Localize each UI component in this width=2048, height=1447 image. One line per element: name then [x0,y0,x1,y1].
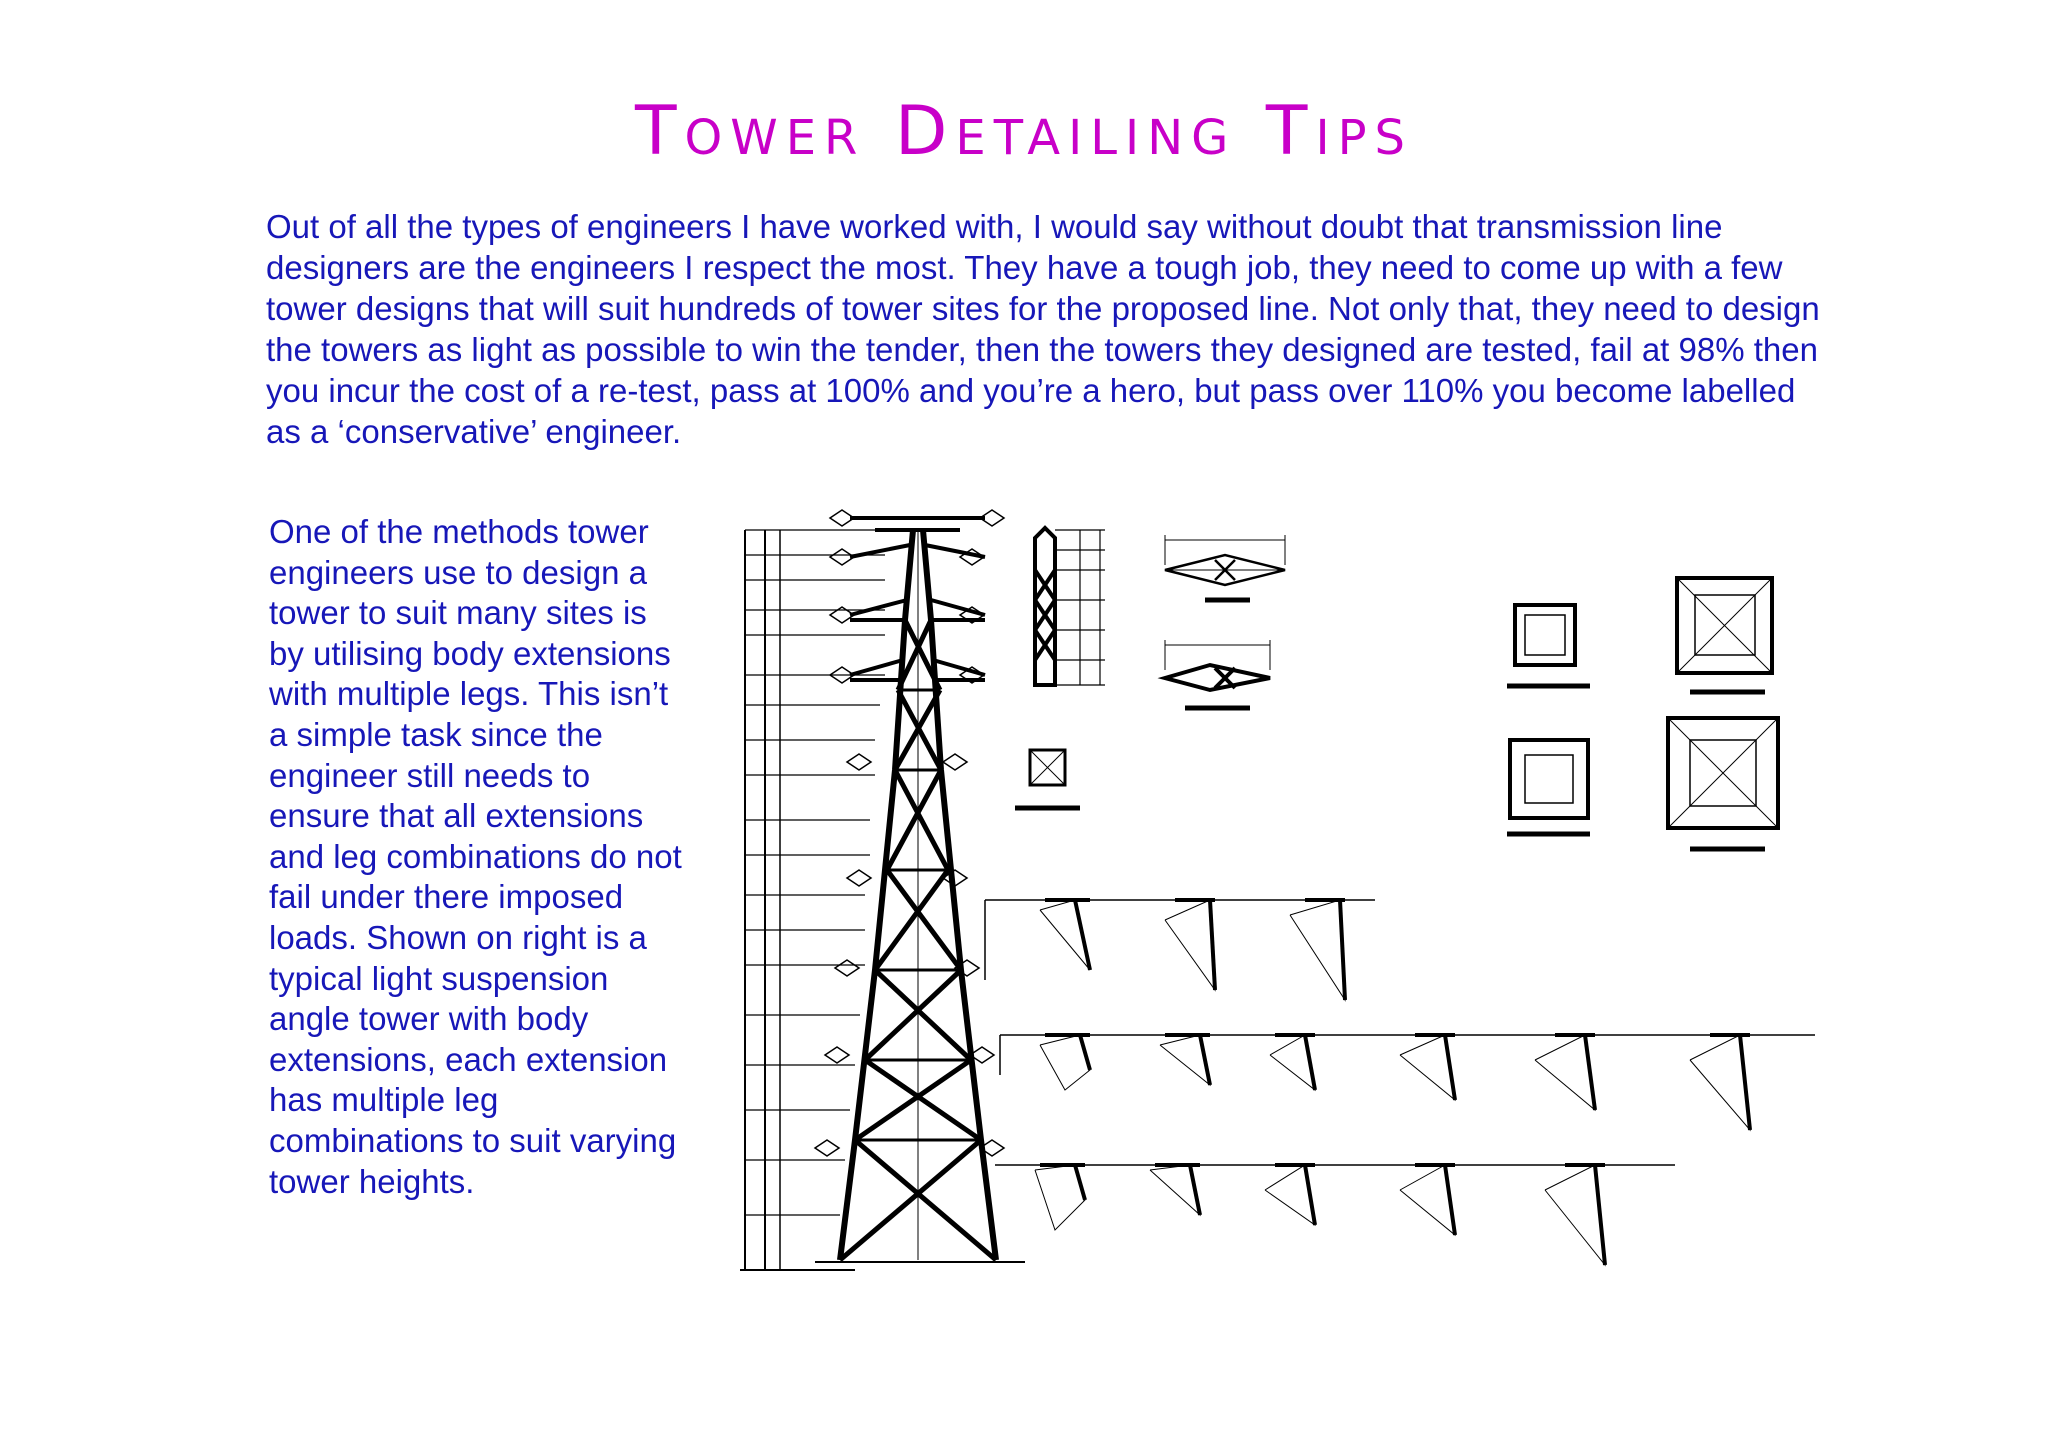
page-title: Tower Detailing Tips [634,92,1414,171]
tower-elevation [740,510,1025,1270]
tower-drawing-icon [735,500,1847,1280]
leg-extension-grid [985,900,1815,1265]
intro-paragraph: Out of all the types of engineers I have worked with, I would say without doubt that transmission line designers are the engineers I respect the most. They have a tough job, they need to come up with a few tower designs that will suit hundreds of tower sites for the proposed line. Not only that, they need to design the towers as light as possible to win the tender, then the towers they designed are tested, fail at 98% then you incur the cost of a re-test, pass at 100% and you’re a hero, but pass over 110% you become labelled as a ‘conservative’ engineer. [266,208,1820,450]
section-details [1015,528,1778,849]
side-paragraph: One of the methods tower engineers use to design a tower to suit many sites is by utilising body extensions with multiple legs. This isn’t a simple task since the engineer still needs to ensure that all extensions and leg combinations do not fail under there imposed loads. Shown on right is a typical light suspension angle tower with body extensions, each extension has multiple leg combinations to suit varying tower heights. [269,513,682,1200]
